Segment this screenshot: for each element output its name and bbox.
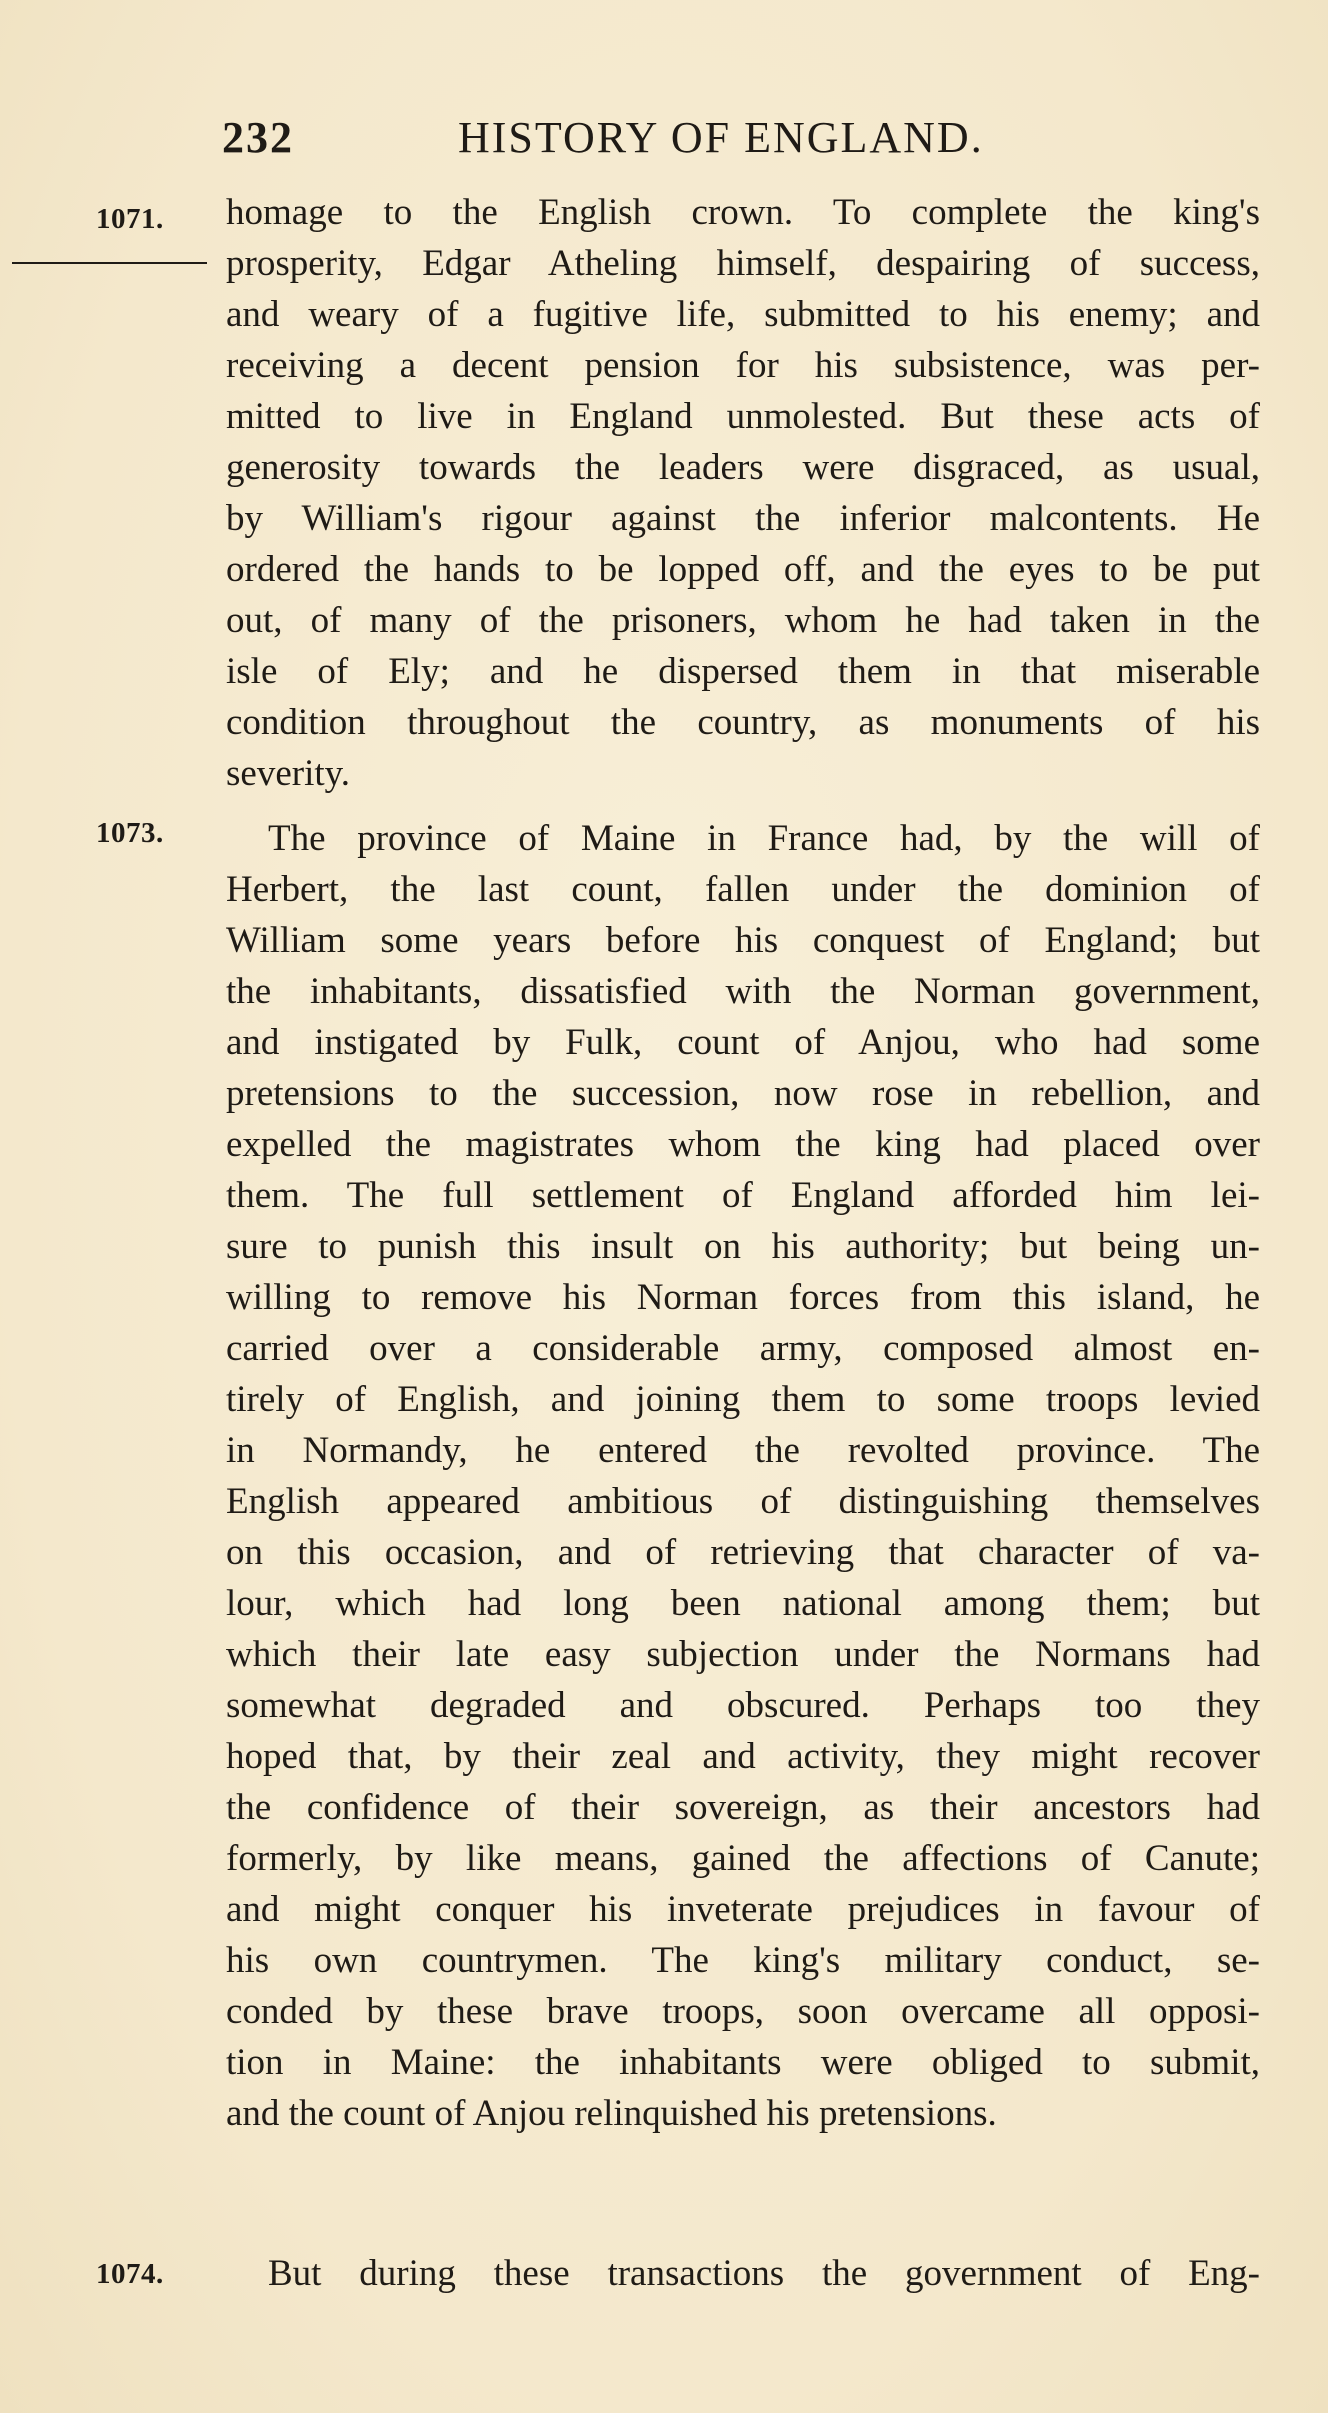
text-line: ordered the hands to be lopped off, and the eyes to be put bbox=[226, 549, 1260, 590]
margin-year-1074: 1074. bbox=[96, 2258, 164, 2290]
text-line: pretensions to the succession, now rose in rebellion, and bbox=[226, 1073, 1260, 1114]
text-line: English appeared ambitious of distinguishing themselves bbox=[226, 1481, 1260, 1522]
text-line: and might conquer his inveterate prejudices in favour of bbox=[226, 1889, 1260, 1930]
text-line: receiving a decent pension for his subsistence, was per- bbox=[226, 345, 1260, 386]
margin-rule bbox=[12, 262, 207, 264]
page-header bbox=[222, 100, 1122, 170]
text-line: mitted to live in England unmolested. But these acts of bbox=[226, 396, 1260, 437]
text-line: tion in Maine: the inhabitants were obliged to submit, bbox=[226, 2042, 1260, 2083]
text-line: sure to punish this insult on his authority; but being un- bbox=[226, 1226, 1260, 1267]
text-line: carried over a considerable army, composed almost en- bbox=[226, 1328, 1260, 1369]
margin-year-1071: 1071. bbox=[96, 203, 164, 235]
text-line: willing to remove his Norman forces from this island, he bbox=[226, 1277, 1260, 1318]
text-line: and weary of a fugitive life, submitted to his enemy; and bbox=[226, 294, 1260, 335]
text-line: severity. bbox=[226, 753, 350, 794]
text-line: on this occasion, and of retrieving that character of va- bbox=[226, 1532, 1260, 1573]
text-line: condition throughout the country, as monuments of his bbox=[226, 702, 1260, 743]
text-line: formerly, by like means, gained the affections of Canute; bbox=[226, 1838, 1260, 1879]
text-line: somewhat degraded and obscured. Perhaps too they bbox=[226, 1685, 1260, 1726]
text-line: the confidence of their sovereign, as their ancestors had bbox=[226, 1787, 1260, 1828]
text-line: tirely of English, and joining them to some troops levied bbox=[226, 1379, 1260, 1420]
text-line: and instigated by Fulk, count of Anjou, who had some bbox=[226, 1022, 1260, 1063]
text-line: in Normandy, he entered the revolted province. The bbox=[226, 1430, 1260, 1471]
text-line: lour, which had long been national among them; but bbox=[226, 1583, 1260, 1624]
text-line: generosity towards the leaders were disgraced, as usual, bbox=[226, 447, 1260, 488]
text-line: expelled the magistrates whom the king had placed over bbox=[226, 1124, 1260, 1165]
text-line: which their late easy subjection under the Normans had bbox=[226, 1634, 1260, 1675]
text-line: William some years before his conquest of England; but bbox=[226, 920, 1260, 961]
text-line: them. The full settlement of England afforded him lei- bbox=[226, 1175, 1260, 1216]
text-line: his own countrymen. The king's military conduct, se- bbox=[226, 1940, 1260, 1981]
text-line: and the count of Anjou relinquished his pretensions. bbox=[226, 2093, 997, 2134]
text-line: isle of Ely; and he dispersed them in that miserable bbox=[226, 651, 1260, 692]
text-line: by William's rigour against the inferior malcontents. He bbox=[226, 498, 1260, 539]
text-line: the inhabitants, dissatisfied with the Norman government, bbox=[226, 971, 1260, 1012]
margin-year-1073: 1073. bbox=[96, 817, 164, 849]
text-line: prosperity, Edgar Atheling himself, despairing of success, bbox=[226, 243, 1260, 284]
running-head: HISTORY OF ENGLAND. bbox=[458, 113, 984, 162]
text-line: out, of many of the prisoners, whom he had taken in the bbox=[226, 600, 1260, 641]
text-line: The province of Maine in France had, by the will of bbox=[268, 818, 1260, 859]
text-line: hoped that, by their zeal and activity, they might recover bbox=[226, 1736, 1260, 1777]
text-line: But during these transactions the government of Eng- bbox=[268, 2253, 1260, 2294]
page-number: 232 bbox=[222, 113, 294, 162]
text-line: homage to the English crown. To complete the king's bbox=[226, 192, 1260, 233]
text-line: conded by these brave troops, soon overcame all opposi- bbox=[226, 1991, 1260, 2032]
text-line: Herbert, the last count, fallen under the dominion of bbox=[226, 869, 1260, 910]
